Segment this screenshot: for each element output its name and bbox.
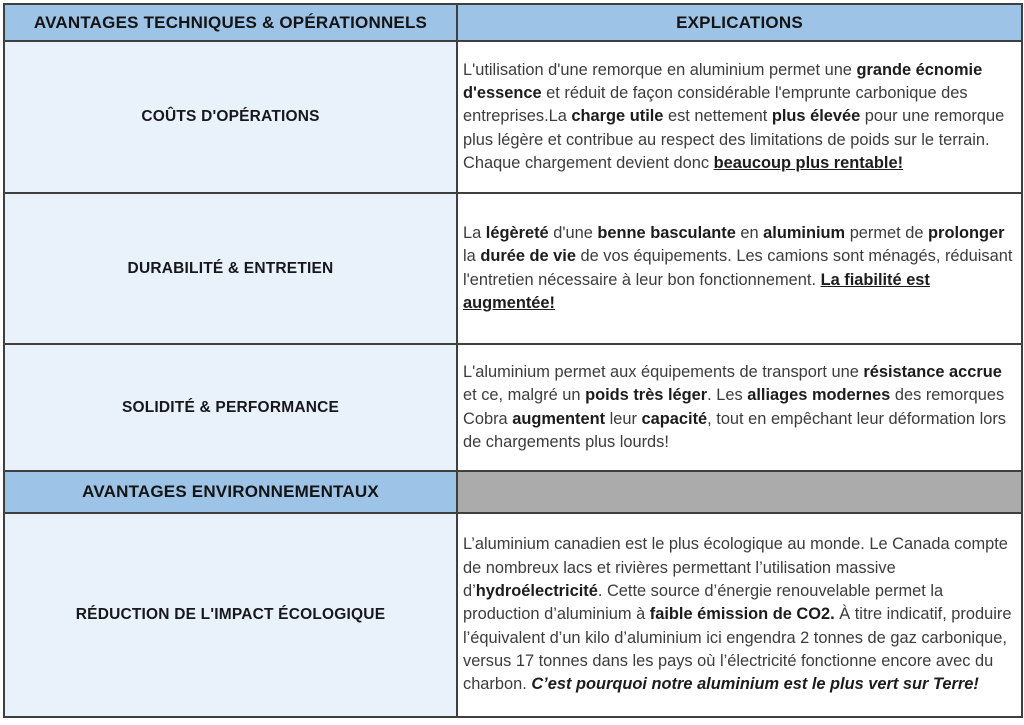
empty-gray-cell xyxy=(457,471,1022,513)
header-cell-technical-advantages: AVANTAGES TECHNIQUES & OPÉRATIONNELS xyxy=(4,4,457,41)
label-cell-operating-costs: COÛTS D'OPÉRATIONS xyxy=(4,41,457,193)
table-row-durability xyxy=(4,193,1022,344)
table-row-operating-costs xyxy=(4,41,1022,193)
table-row-strength xyxy=(4,344,1022,471)
explanation-cell-operating-costs: L'utilisation d'une remorque en aluminium permet une grande écnomie d'essence et réduit de façon considérable l'emprunte carbonique des entreprises.La charge utile est nettement plus élevée pour une remorque plus légère et contribue au respect des limitations de poids sur le terrain. Chaque chargement devient donc beaucoup plus rentable! xyxy=(457,41,1022,193)
explanation-cell-strength: L'aluminium permet aux équipements de transport une résistance accrue et ce, malgré un poids très léger. Les alliages modernes des remorques Cobra augmentent leur capacité, tout en empêchant leur déformation lors de chargements plus lourds! xyxy=(457,344,1022,471)
label-cell-strength: SOLIDITÉ & PERFORMANCE xyxy=(4,344,457,471)
explanation-cell-durability: La légèreté d'une benne basculante en aluminium permet de prolonger la durée de vie de vos équipements. Les camions sont ménagés, réduisant l'entretien nécessaire à leur bon fonctionnement. La fiabilité est augmentée! xyxy=(457,193,1022,344)
header-cell-explanations: EXPLICATIONS xyxy=(457,4,1022,41)
explanation-cell-ecological-impact: L’aluminium canadien est le plus écologique au monde. Le Canada compte de nombreux lacs et rivières permettant l’utilisation massive d’hydroélectricité. Cette source d’énergie renouvelable permet la production d’aluminium à faible émission de CO2. À titre indicatif, produire l’équivalent d’un kilo d’aluminium ici engendra 2 tonnes de gaz carbonique, versus 17 tonnes dans les pays où l’électricité fonctionne encore avec du charbon. C’est pourquoi notre aluminium est le plus vert sur Terre! xyxy=(457,513,1022,717)
table-row-environmental-section xyxy=(4,471,1022,513)
section-header-environmental: AVANTAGES ENVIRONNEMENTAUX xyxy=(4,471,457,513)
label-cell-durability: DURABILITÉ & ENTRETIEN xyxy=(4,193,457,344)
advantages-table xyxy=(3,3,1023,718)
table-header-row xyxy=(4,4,1022,41)
label-cell-ecological-impact: RÉDUCTION DE L'IMPACT ÉCOLOGIQUE xyxy=(4,513,457,717)
table-row-ecological-impact xyxy=(4,513,1022,717)
